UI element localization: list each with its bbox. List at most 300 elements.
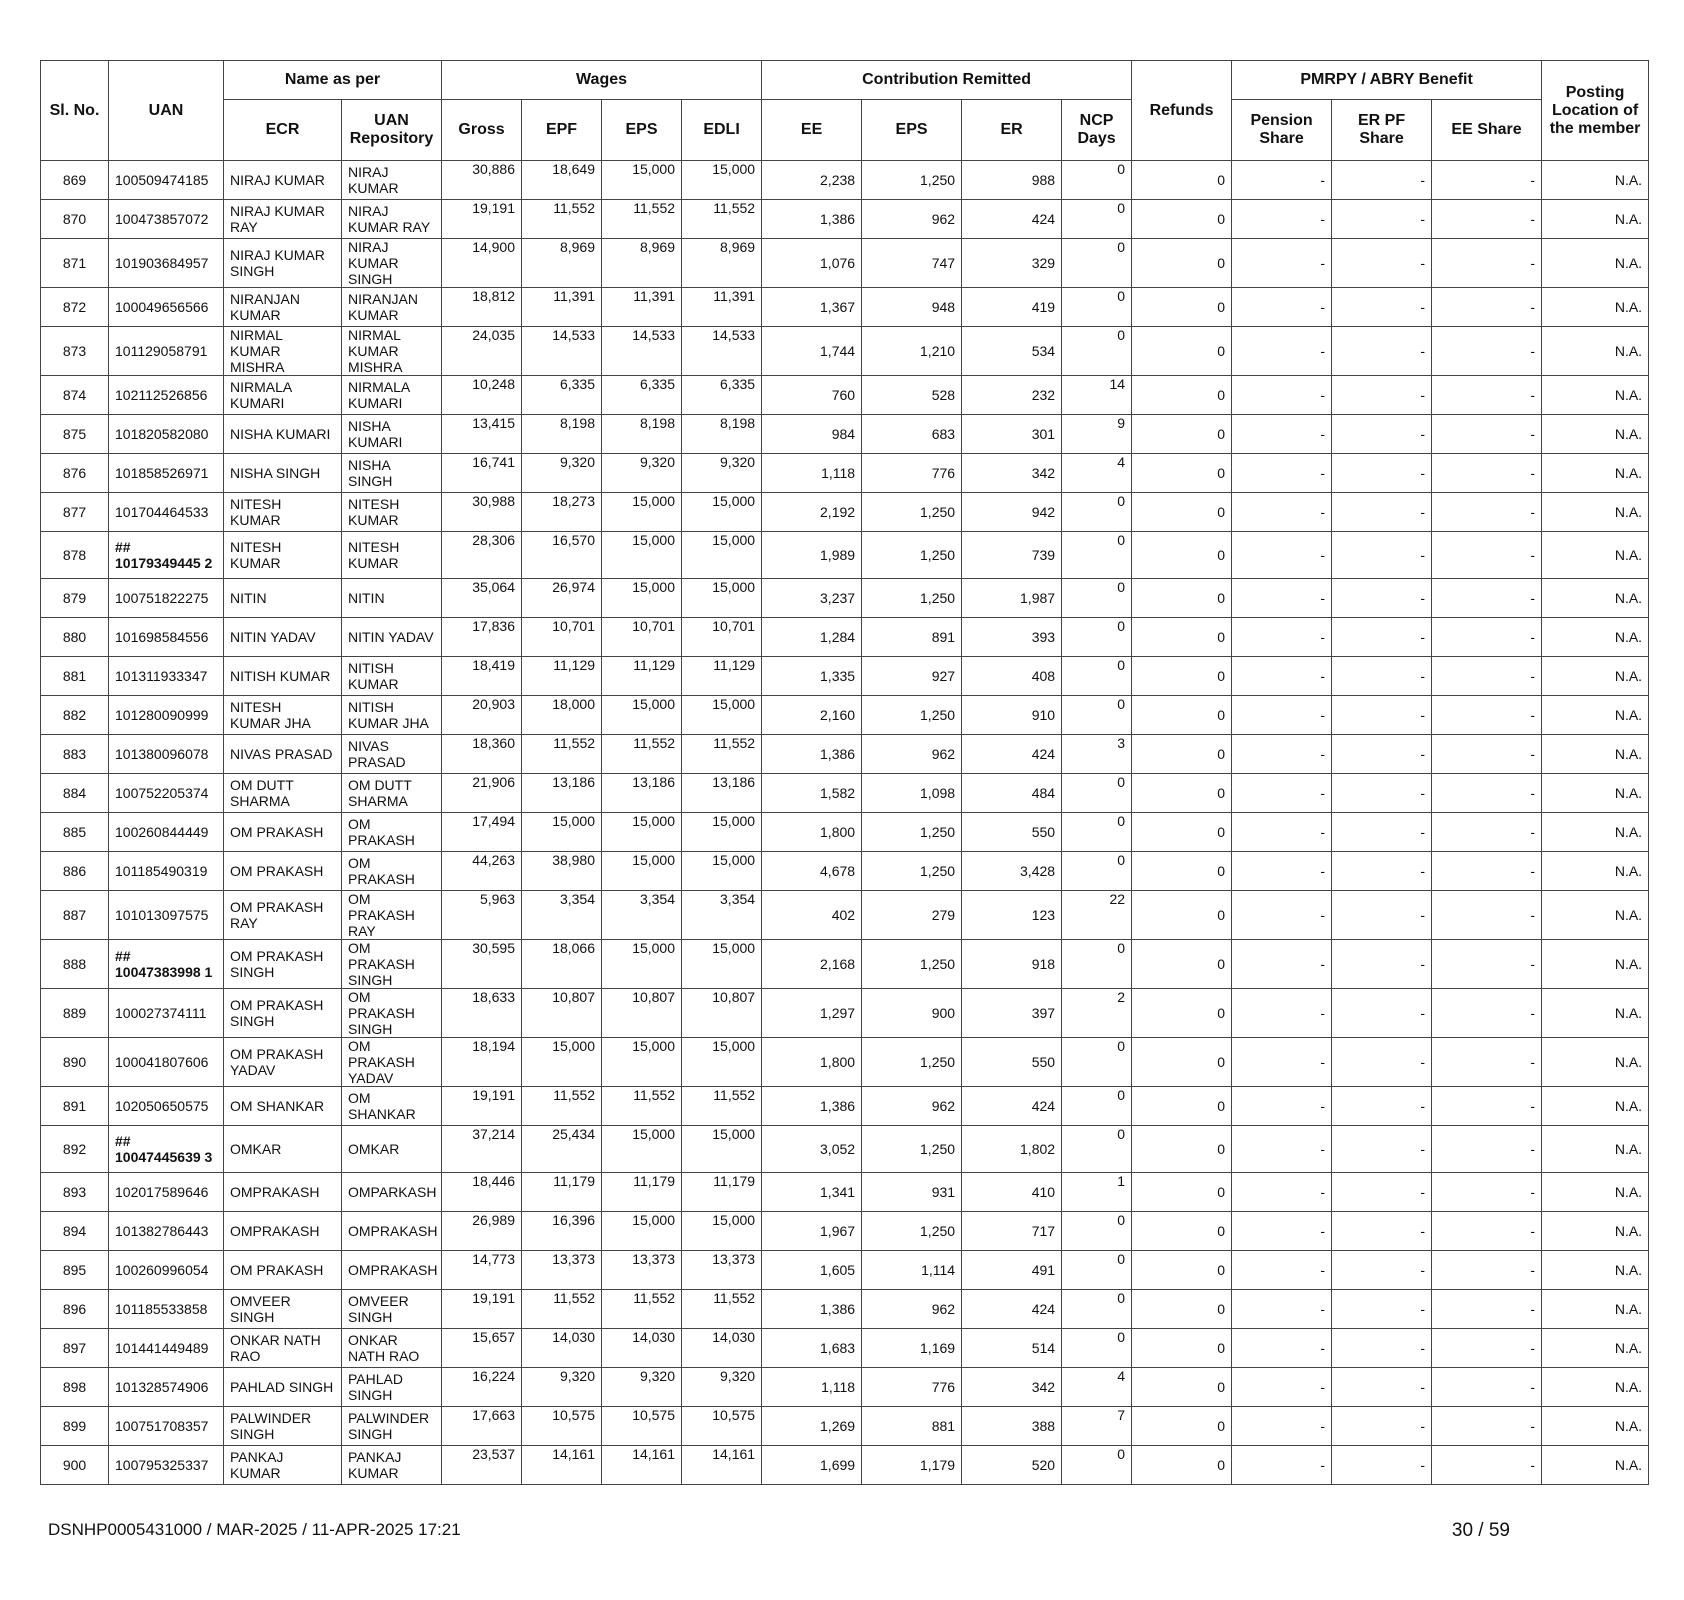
cell-posting-location: N.A. — [1542, 1329, 1649, 1368]
cell-gross: 18,446 — [442, 1173, 522, 1212]
table-row — [41, 1368, 1649, 1407]
cell-pension-share: - — [1232, 1290, 1332, 1329]
cell-gross: 37,214 — [442, 1126, 522, 1173]
cell-sl-no: 884 — [41, 774, 109, 813]
cell-ee-share: - — [1432, 454, 1542, 493]
cell-ncp-days: 0 — [1062, 579, 1132, 618]
cell-edli: 15,000 — [682, 579, 762, 618]
cell-er: 739 — [962, 532, 1062, 579]
cell-eps: 10,701 — [602, 618, 682, 657]
cell-gross: 19,191 — [442, 1290, 522, 1329]
col-gross: Gross — [442, 100, 522, 161]
cell-er-pf-share: - — [1332, 1251, 1432, 1290]
cell-edli: 11,552 — [682, 735, 762, 774]
cell-ecr-name: NITESH KUMAR — [224, 532, 342, 579]
cell-sl-no: 874 — [41, 376, 109, 415]
cell-eps-contribution: 1,250 — [862, 532, 962, 579]
cell-ee-share: - — [1432, 1126, 1542, 1173]
table-row — [41, 940, 1649, 989]
cell-repo-name: NITIN — [342, 579, 442, 618]
cell-sl-no: 894 — [41, 1212, 109, 1251]
cell-ee: 1,386 — [762, 1290, 862, 1329]
cell-epf: 18,066 — [522, 940, 602, 989]
cell-edli: 15,000 — [682, 161, 762, 200]
cell-sl-no: 886 — [41, 852, 109, 891]
cell-eps-contribution: 528 — [862, 376, 962, 415]
cell-repo-name: OM PRAKASH — [342, 852, 442, 891]
cell-ecr-name: NITIN — [224, 579, 342, 618]
cell-sl-no: 880 — [41, 618, 109, 657]
cell-epf: 18,649 — [522, 161, 602, 200]
cell-ncp-days: 0 — [1062, 813, 1132, 852]
cell-repo-name: OMKAR — [342, 1126, 442, 1173]
table-row — [41, 161, 1649, 200]
cell-edli: 15,000 — [682, 1212, 762, 1251]
cell-eps-contribution: 962 — [862, 1290, 962, 1329]
cell-ee-share: - — [1432, 1446, 1542, 1485]
cell-gross: 30,886 — [442, 161, 522, 200]
cell-pension-share: - — [1232, 493, 1332, 532]
cell-ee: 1,297 — [762, 989, 862, 1038]
cell-ee-share: - — [1432, 774, 1542, 813]
cell-posting-location: N.A. — [1542, 493, 1649, 532]
cell-ee-share: - — [1432, 1329, 1542, 1368]
cell-pension-share: - — [1232, 1407, 1332, 1446]
cell-posting-location: N.A. — [1542, 327, 1649, 376]
cell-epf: 13,186 — [522, 774, 602, 813]
cell-ecr-name: NITESH KUMAR — [224, 493, 342, 532]
cell-ee-share: - — [1432, 1407, 1542, 1446]
cell-refunds: 0 — [1132, 657, 1232, 696]
footer-doc-ref: DSNHP0005431000 / MAR-2025 / 11-APR-2025 17:21 — [48, 1520, 461, 1539]
cell-posting-location: N.A. — [1542, 161, 1649, 200]
cell-er: 342 — [962, 454, 1062, 493]
cell-repo-name: NITESH KUMAR — [342, 532, 442, 579]
cell-edli: 11,552 — [682, 1290, 762, 1329]
cell-refunds: 0 — [1132, 200, 1232, 239]
cell-er-pf-share: - — [1332, 1087, 1432, 1126]
cell-refunds: 0 — [1132, 735, 1232, 774]
cell-uan: 100260996054 — [109, 1251, 224, 1290]
cell-posting-location: N.A. — [1542, 239, 1649, 288]
cell-gross: 14,773 — [442, 1251, 522, 1290]
cell-refunds: 0 — [1132, 161, 1232, 200]
cell-er-pf-share: - — [1332, 288, 1432, 327]
cell-er-pf-share: - — [1332, 415, 1432, 454]
cell-repo-name: OMVEER SINGH — [342, 1290, 442, 1329]
cell-refunds: 0 — [1132, 532, 1232, 579]
cell-ncp-days: 0 — [1062, 1126, 1132, 1173]
cell-pension-share: - — [1232, 1126, 1332, 1173]
cell-eps-contribution: 1,250 — [862, 696, 962, 735]
cell-er: 301 — [962, 415, 1062, 454]
cell-pension-share: - — [1232, 288, 1332, 327]
cell-er-pf-share: - — [1332, 989, 1432, 1038]
cell-er-pf-share: - — [1332, 493, 1432, 532]
cell-eps-contribution: 948 — [862, 288, 962, 327]
cell-edli: 8,198 — [682, 415, 762, 454]
cell-eps: 9,320 — [602, 454, 682, 493]
cell-eps-contribution: 1,250 — [862, 1038, 962, 1087]
cell-uan: 100509474185 — [109, 161, 224, 200]
cell-eps-contribution: 1,179 — [862, 1446, 962, 1485]
cell-ee: 1,386 — [762, 735, 862, 774]
cell-sl-no: 869 — [41, 161, 109, 200]
cell-er: 123 — [962, 891, 1062, 940]
cell-ee: 4,678 — [762, 852, 862, 891]
cell-uan: 101903684957 — [109, 239, 224, 288]
cell-er-pf-share: - — [1332, 1126, 1432, 1173]
cell-epf: 14,161 — [522, 1446, 602, 1485]
cell-gross: 16,224 — [442, 1368, 522, 1407]
cell-gross: 19,191 — [442, 1087, 522, 1126]
cell-ecr-name: OM PRAKASH — [224, 852, 342, 891]
cell-eps: 11,552 — [602, 1290, 682, 1329]
cell-edli: 9,320 — [682, 454, 762, 493]
cell-edli: 11,552 — [682, 200, 762, 239]
cell-posting-location: N.A. — [1542, 989, 1649, 1038]
cell-repo-name: NIVAS PRASAD — [342, 735, 442, 774]
cell-ncp-days: 7 — [1062, 1407, 1132, 1446]
cell-epf: 11,179 — [522, 1173, 602, 1212]
cell-posting-location: N.A. — [1542, 852, 1649, 891]
cell-refunds: 0 — [1132, 1329, 1232, 1368]
cell-ee-share: - — [1432, 161, 1542, 200]
cell-ncp-days: 0 — [1062, 161, 1132, 200]
cell-eps-contribution: 776 — [862, 454, 962, 493]
cell-refunds: 0 — [1132, 1087, 1232, 1126]
cell-epf: 11,552 — [522, 735, 602, 774]
cell-eps: 15,000 — [602, 1038, 682, 1087]
table-row — [41, 415, 1649, 454]
cell-eps-contribution: 683 — [862, 415, 962, 454]
cell-er: 514 — [962, 1329, 1062, 1368]
cell-edli: 13,186 — [682, 774, 762, 813]
cell-er-pf-share: - — [1332, 579, 1432, 618]
cell-er: 1,802 — [962, 1126, 1062, 1173]
cell-er-pf-share: - — [1332, 532, 1432, 579]
cell-uan: 101328574906 — [109, 1368, 224, 1407]
cell-ecr-name: PAHLAD SINGH — [224, 1368, 342, 1407]
cell-uan: ## 10047445639 3 — [109, 1126, 224, 1173]
cell-er-pf-share: - — [1332, 813, 1432, 852]
cell-ee-share: - — [1432, 1038, 1542, 1087]
cell-repo-name: NITESH KUMAR — [342, 493, 442, 532]
cell-er-pf-share: - — [1332, 657, 1432, 696]
cell-gross: 17,836 — [442, 618, 522, 657]
table-row — [41, 1126, 1649, 1173]
cell-posting-location: N.A. — [1542, 415, 1649, 454]
cell-er-pf-share: - — [1332, 940, 1432, 989]
cell-uan: 101380096078 — [109, 735, 224, 774]
cell-pension-share: - — [1232, 327, 1332, 376]
cell-er-pf-share: - — [1332, 376, 1432, 415]
cell-ee: 1,118 — [762, 1368, 862, 1407]
cell-repo-name: OM PRAKASH RAY — [342, 891, 442, 940]
cell-eps: 15,000 — [602, 813, 682, 852]
cell-refunds: 0 — [1132, 376, 1232, 415]
cell-pension-share: - — [1232, 813, 1332, 852]
cell-sl-no: 899 — [41, 1407, 109, 1446]
cell-repo-name: OM PRAKASH — [342, 813, 442, 852]
cell-ee: 2,238 — [762, 161, 862, 200]
cell-sl-no: 897 — [41, 1329, 109, 1368]
cell-sl-no: 895 — [41, 1251, 109, 1290]
cell-uan: 100260844449 — [109, 813, 224, 852]
cell-eps-contribution: 1,250 — [862, 493, 962, 532]
cell-eps-contribution: 931 — [862, 1173, 962, 1212]
cell-ecr-name: PALWINDER SINGH — [224, 1407, 342, 1446]
cell-epf: 16,570 — [522, 532, 602, 579]
cell-ecr-name: NIRMAL KUMAR MISHRA — [224, 327, 342, 376]
cell-uan: 101441449489 — [109, 1329, 224, 1368]
cell-ecr-name: NITISH KUMAR — [224, 657, 342, 696]
table-row — [41, 1407, 1649, 1446]
cell-uan: 100027374111 — [109, 989, 224, 1038]
cell-refunds: 0 — [1132, 1038, 1232, 1087]
cell-ecr-name: OM PRAKASH — [224, 1251, 342, 1290]
cell-ncp-days: 0 — [1062, 532, 1132, 579]
col-edli: EDLI — [682, 100, 762, 161]
cell-eps: 15,000 — [602, 1126, 682, 1173]
cell-sl-no: 890 — [41, 1038, 109, 1087]
cell-gross: 13,415 — [442, 415, 522, 454]
cell-posting-location: N.A. — [1542, 696, 1649, 735]
cell-repo-name: OM SHANKAR — [342, 1087, 442, 1126]
cell-ee: 2,168 — [762, 940, 862, 989]
cell-uan: 100041807606 — [109, 1038, 224, 1087]
cell-refunds: 0 — [1132, 1212, 1232, 1251]
cell-ee: 1,989 — [762, 532, 862, 579]
cell-uan: 101311933347 — [109, 657, 224, 696]
cell-er-pf-share: - — [1332, 327, 1432, 376]
cell-refunds: 0 — [1132, 891, 1232, 940]
cell-ecr-name: OMVEER SINGH — [224, 1290, 342, 1329]
cell-gross: 23,537 — [442, 1446, 522, 1485]
cell-sl-no: 885 — [41, 813, 109, 852]
cell-ee: 1,800 — [762, 1038, 862, 1087]
cell-ee-share: - — [1432, 696, 1542, 735]
ecr-sheet — [40, 60, 1648, 1485]
cell-posting-location: N.A. — [1542, 618, 1649, 657]
cell-uan: 102112526856 — [109, 376, 224, 415]
cell-pension-share: - — [1232, 735, 1332, 774]
group-name-as-per: Name as per — [224, 61, 442, 100]
cell-eps: 8,969 — [602, 239, 682, 288]
cell-gross: 18,194 — [442, 1038, 522, 1087]
cell-ecr-name: OM PRAKASH SINGH — [224, 940, 342, 989]
cell-ee-share: - — [1432, 1212, 1542, 1251]
cell-ee: 1,118 — [762, 454, 862, 493]
cell-eps-contribution: 927 — [862, 657, 962, 696]
cell-gross: 20,903 — [442, 696, 522, 735]
cell-pension-share: - — [1232, 1212, 1332, 1251]
cell-eps: 14,161 — [602, 1446, 682, 1485]
cell-eps-contribution: 1,250 — [862, 579, 962, 618]
cell-edli: 14,533 — [682, 327, 762, 376]
cell-edli: 15,000 — [682, 852, 762, 891]
cell-er: 424 — [962, 1087, 1062, 1126]
cell-edli: 10,701 — [682, 618, 762, 657]
cell-repo-name: NIRAJ KUMAR SINGH — [342, 239, 442, 288]
cell-er: 424 — [962, 200, 1062, 239]
cell-eps: 11,552 — [602, 200, 682, 239]
cell-sl-no: 892 — [41, 1126, 109, 1173]
cell-repo-name: OM PRAKASH YADAV — [342, 1038, 442, 1087]
cell-ee-share: - — [1432, 493, 1542, 532]
cell-sl-no: 900 — [41, 1446, 109, 1485]
cell-repo-name: OM PRAKASH SINGH — [342, 940, 442, 989]
cell-ee: 3,052 — [762, 1126, 862, 1173]
cell-ee-share: - — [1432, 376, 1542, 415]
cell-eps: 10,575 — [602, 1407, 682, 1446]
cell-posting-location: N.A. — [1542, 1087, 1649, 1126]
cell-uan: 101820582080 — [109, 415, 224, 454]
cell-ncp-days: 0 — [1062, 327, 1132, 376]
cell-edli: 11,179 — [682, 1173, 762, 1212]
cell-refunds: 0 — [1132, 1290, 1232, 1329]
cell-pension-share: - — [1232, 1446, 1332, 1485]
cell-ecr-name: OMKAR — [224, 1126, 342, 1173]
cell-ncp-days: 0 — [1062, 1087, 1132, 1126]
cell-eps: 15,000 — [602, 696, 682, 735]
cell-eps-contribution: 1,250 — [862, 813, 962, 852]
cell-gross: 17,494 — [442, 813, 522, 852]
table-row — [41, 200, 1649, 239]
cell-pension-share: - — [1232, 1329, 1332, 1368]
cell-sl-no: 873 — [41, 327, 109, 376]
cell-ncp-days: 0 — [1062, 1329, 1132, 1368]
cell-sl-no: 882 — [41, 696, 109, 735]
cell-er-pf-share: - — [1332, 161, 1432, 200]
table-row — [41, 1038, 1649, 1087]
cell-repo-name: PAHLAD SINGH — [342, 1368, 442, 1407]
cell-gross: 24,035 — [442, 327, 522, 376]
table-row — [41, 1212, 1649, 1251]
col-eps: EPS — [602, 100, 682, 161]
cell-refunds: 0 — [1132, 1251, 1232, 1290]
cell-uan: 100751708357 — [109, 1407, 224, 1446]
cell-ee-share: - — [1432, 618, 1542, 657]
cell-er: 388 — [962, 1407, 1062, 1446]
cell-ncp-days: 0 — [1062, 618, 1132, 657]
cell-uan: 101698584556 — [109, 618, 224, 657]
cell-er-pf-share: - — [1332, 200, 1432, 239]
cell-sl-no: 887 — [41, 891, 109, 940]
table-row — [41, 696, 1649, 735]
cell-eps-contribution: 776 — [862, 1368, 962, 1407]
cell-uan: 102017589646 — [109, 1173, 224, 1212]
cell-ee-share: - — [1432, 989, 1542, 1038]
table-row — [41, 288, 1649, 327]
cell-ncp-days: 0 — [1062, 852, 1132, 891]
cell-ee: 760 — [762, 376, 862, 415]
cell-ee-share: - — [1432, 940, 1542, 989]
cell-refunds: 0 — [1132, 696, 1232, 735]
cell-er: 424 — [962, 1290, 1062, 1329]
table-row — [41, 1329, 1649, 1368]
cell-ecr-name: NISHA KUMARI — [224, 415, 342, 454]
cell-ncp-days: 9 — [1062, 415, 1132, 454]
cell-edli: 15,000 — [682, 696, 762, 735]
cell-pension-share: - — [1232, 989, 1332, 1038]
cell-ee-share: - — [1432, 288, 1542, 327]
cell-epf: 11,129 — [522, 657, 602, 696]
cell-ncp-days: 0 — [1062, 1290, 1132, 1329]
cell-er-pf-share: - — [1332, 1290, 1432, 1329]
cell-er-pf-share: - — [1332, 1407, 1432, 1446]
cell-gross: 18,812 — [442, 288, 522, 327]
cell-posting-location: N.A. — [1542, 735, 1649, 774]
cell-uan: 100752205374 — [109, 774, 224, 813]
cell-ncp-days: 2 — [1062, 989, 1132, 1038]
cell-ee: 1,076 — [762, 239, 862, 288]
group-pmrpy-abry: PMRPY / ABRY Benefit — [1232, 61, 1542, 100]
cell-ecr-name: OM DUTT SHARMA — [224, 774, 342, 813]
cell-refunds: 0 — [1132, 774, 1232, 813]
cell-pension-share: - — [1232, 376, 1332, 415]
cell-eps: 11,129 — [602, 657, 682, 696]
cell-sl-no: 877 — [41, 493, 109, 532]
cell-pension-share: - — [1232, 532, 1332, 579]
cell-ecr-name: ONKAR NATH RAO — [224, 1329, 342, 1368]
cell-ee-share: - — [1432, 1290, 1542, 1329]
cell-sl-no: 896 — [41, 1290, 109, 1329]
table-row — [41, 1446, 1649, 1485]
cell-gross: 5,963 — [442, 891, 522, 940]
cell-ee: 1,367 — [762, 288, 862, 327]
cell-epf: 9,320 — [522, 454, 602, 493]
cell-posting-location: N.A. — [1542, 1173, 1649, 1212]
cell-er-pf-share: - — [1332, 1173, 1432, 1212]
cell-epf: 11,391 — [522, 288, 602, 327]
cell-sl-no: 898 — [41, 1368, 109, 1407]
table-row — [41, 852, 1649, 891]
cell-ecr-name: NIRANJAN KUMAR — [224, 288, 342, 327]
cell-ecr-name: NIRAJ KUMAR SINGH — [224, 239, 342, 288]
cell-uan: ## 10047383998 1 — [109, 940, 224, 989]
cell-gross: 14,900 — [442, 239, 522, 288]
cell-edli: 15,000 — [682, 1126, 762, 1173]
cell-refunds: 0 — [1132, 493, 1232, 532]
cell-eps-contribution: 1,250 — [862, 161, 962, 200]
cell-er: 550 — [962, 1038, 1062, 1087]
cell-epf: 26,974 — [522, 579, 602, 618]
cell-eps: 11,552 — [602, 735, 682, 774]
cell-eps: 15,000 — [602, 579, 682, 618]
cell-ecr-name: OMPRAKASH — [224, 1173, 342, 1212]
table-row — [41, 1251, 1649, 1290]
cell-sl-no: 881 — [41, 657, 109, 696]
cell-repo-name: PANKAJ KUMAR — [342, 1446, 442, 1485]
cell-ecr-name: NIRAJ KUMAR RAY — [224, 200, 342, 239]
cell-er: 232 — [962, 376, 1062, 415]
cell-er-pf-share: - — [1332, 696, 1432, 735]
cell-ee: 1,605 — [762, 1251, 862, 1290]
cell-ncp-days: 22 — [1062, 891, 1132, 940]
cell-eps-contribution: 1,098 — [862, 774, 962, 813]
cell-posting-location: N.A. — [1542, 940, 1649, 989]
cell-ee: 1,386 — [762, 1087, 862, 1126]
cell-pension-share: - — [1232, 579, 1332, 618]
cell-edli: 11,391 — [682, 288, 762, 327]
cell-er: 918 — [962, 940, 1062, 989]
cell-refunds: 0 — [1132, 454, 1232, 493]
cell-ecr-name: OM SHANKAR — [224, 1087, 342, 1126]
cell-sl-no: 878 — [41, 532, 109, 579]
cell-pension-share: - — [1232, 657, 1332, 696]
table-row — [41, 618, 1649, 657]
